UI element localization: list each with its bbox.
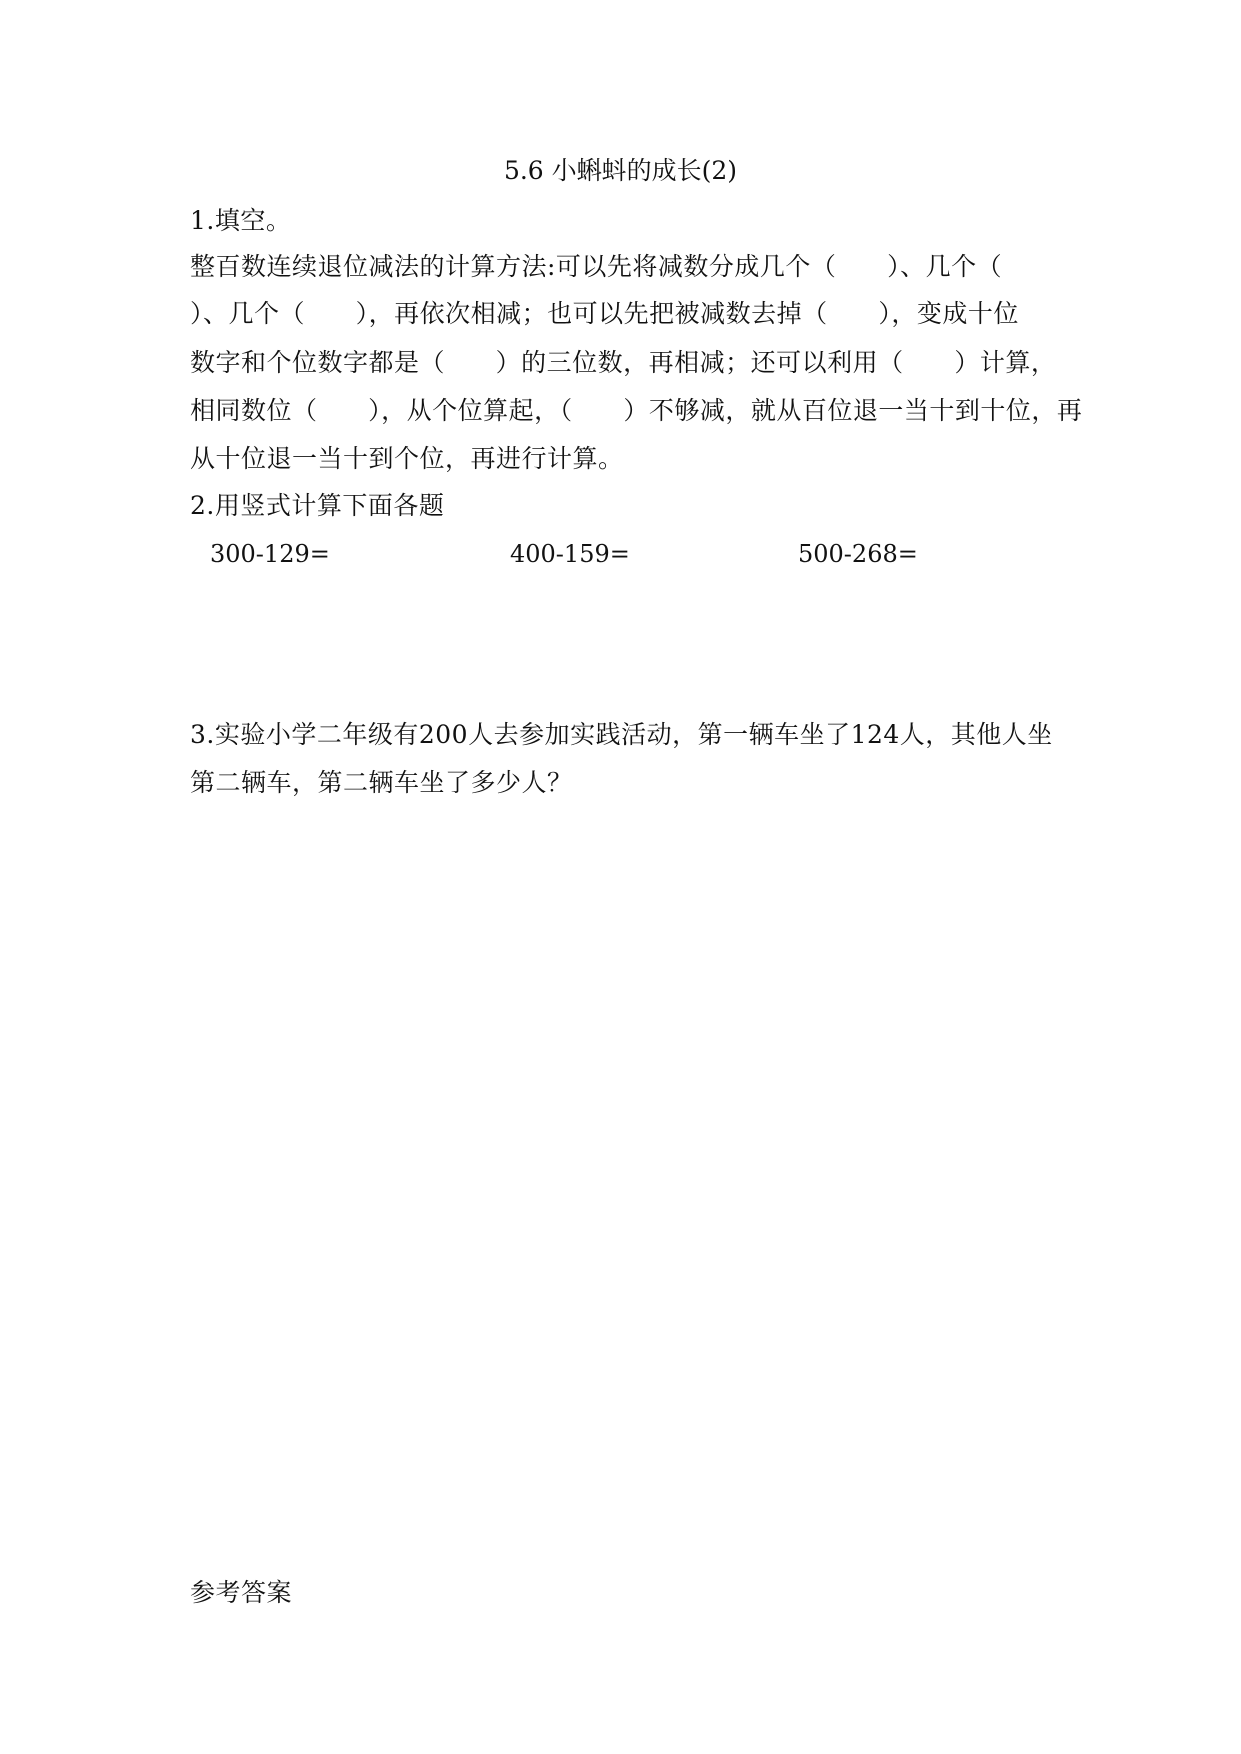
section3-line-2: 第二辆车，第二辆车坐了多少人？ bbox=[190, 768, 573, 797]
page-title: 5.6 小蝌蚪的成长(2) bbox=[503, 156, 738, 185]
problem-1: 300-129= bbox=[210, 540, 330, 568]
section1-line-2: ）、几个（ ），再依次相减；也可以先把被减数去掉（ ），变成十位 bbox=[190, 299, 1019, 328]
problem-3: 500-268= bbox=[798, 540, 918, 568]
section1-line-5: 从十位退一当十到个位，再进行计算。 bbox=[190, 444, 624, 473]
answers-heading: 参考答案 bbox=[190, 1578, 293, 1607]
section1-line-1: 整百数连续退位减法的计算方法:可以先将减数分成几个（ ）、几个（ bbox=[190, 252, 1003, 281]
section1-line-3: 数字和个位数字都是（ ）的三位数，再相减；还可以利用（ ）计算， bbox=[190, 348, 1057, 377]
section3-line-1: 3.实验小学二年级有200人去参加实践活动，第一辆车坐了124人，其他人坐 bbox=[190, 720, 1053, 749]
section2-heading: 2.用竖式计算下面各题 bbox=[190, 491, 445, 520]
section1-line-4: 相同数位（ ），从个位算起，（ ）不够减，就从百位退一当十到十位，再 bbox=[190, 396, 1083, 425]
section1-heading: 1.填空。 bbox=[190, 206, 292, 235]
problem-2: 400-159= bbox=[510, 540, 630, 568]
